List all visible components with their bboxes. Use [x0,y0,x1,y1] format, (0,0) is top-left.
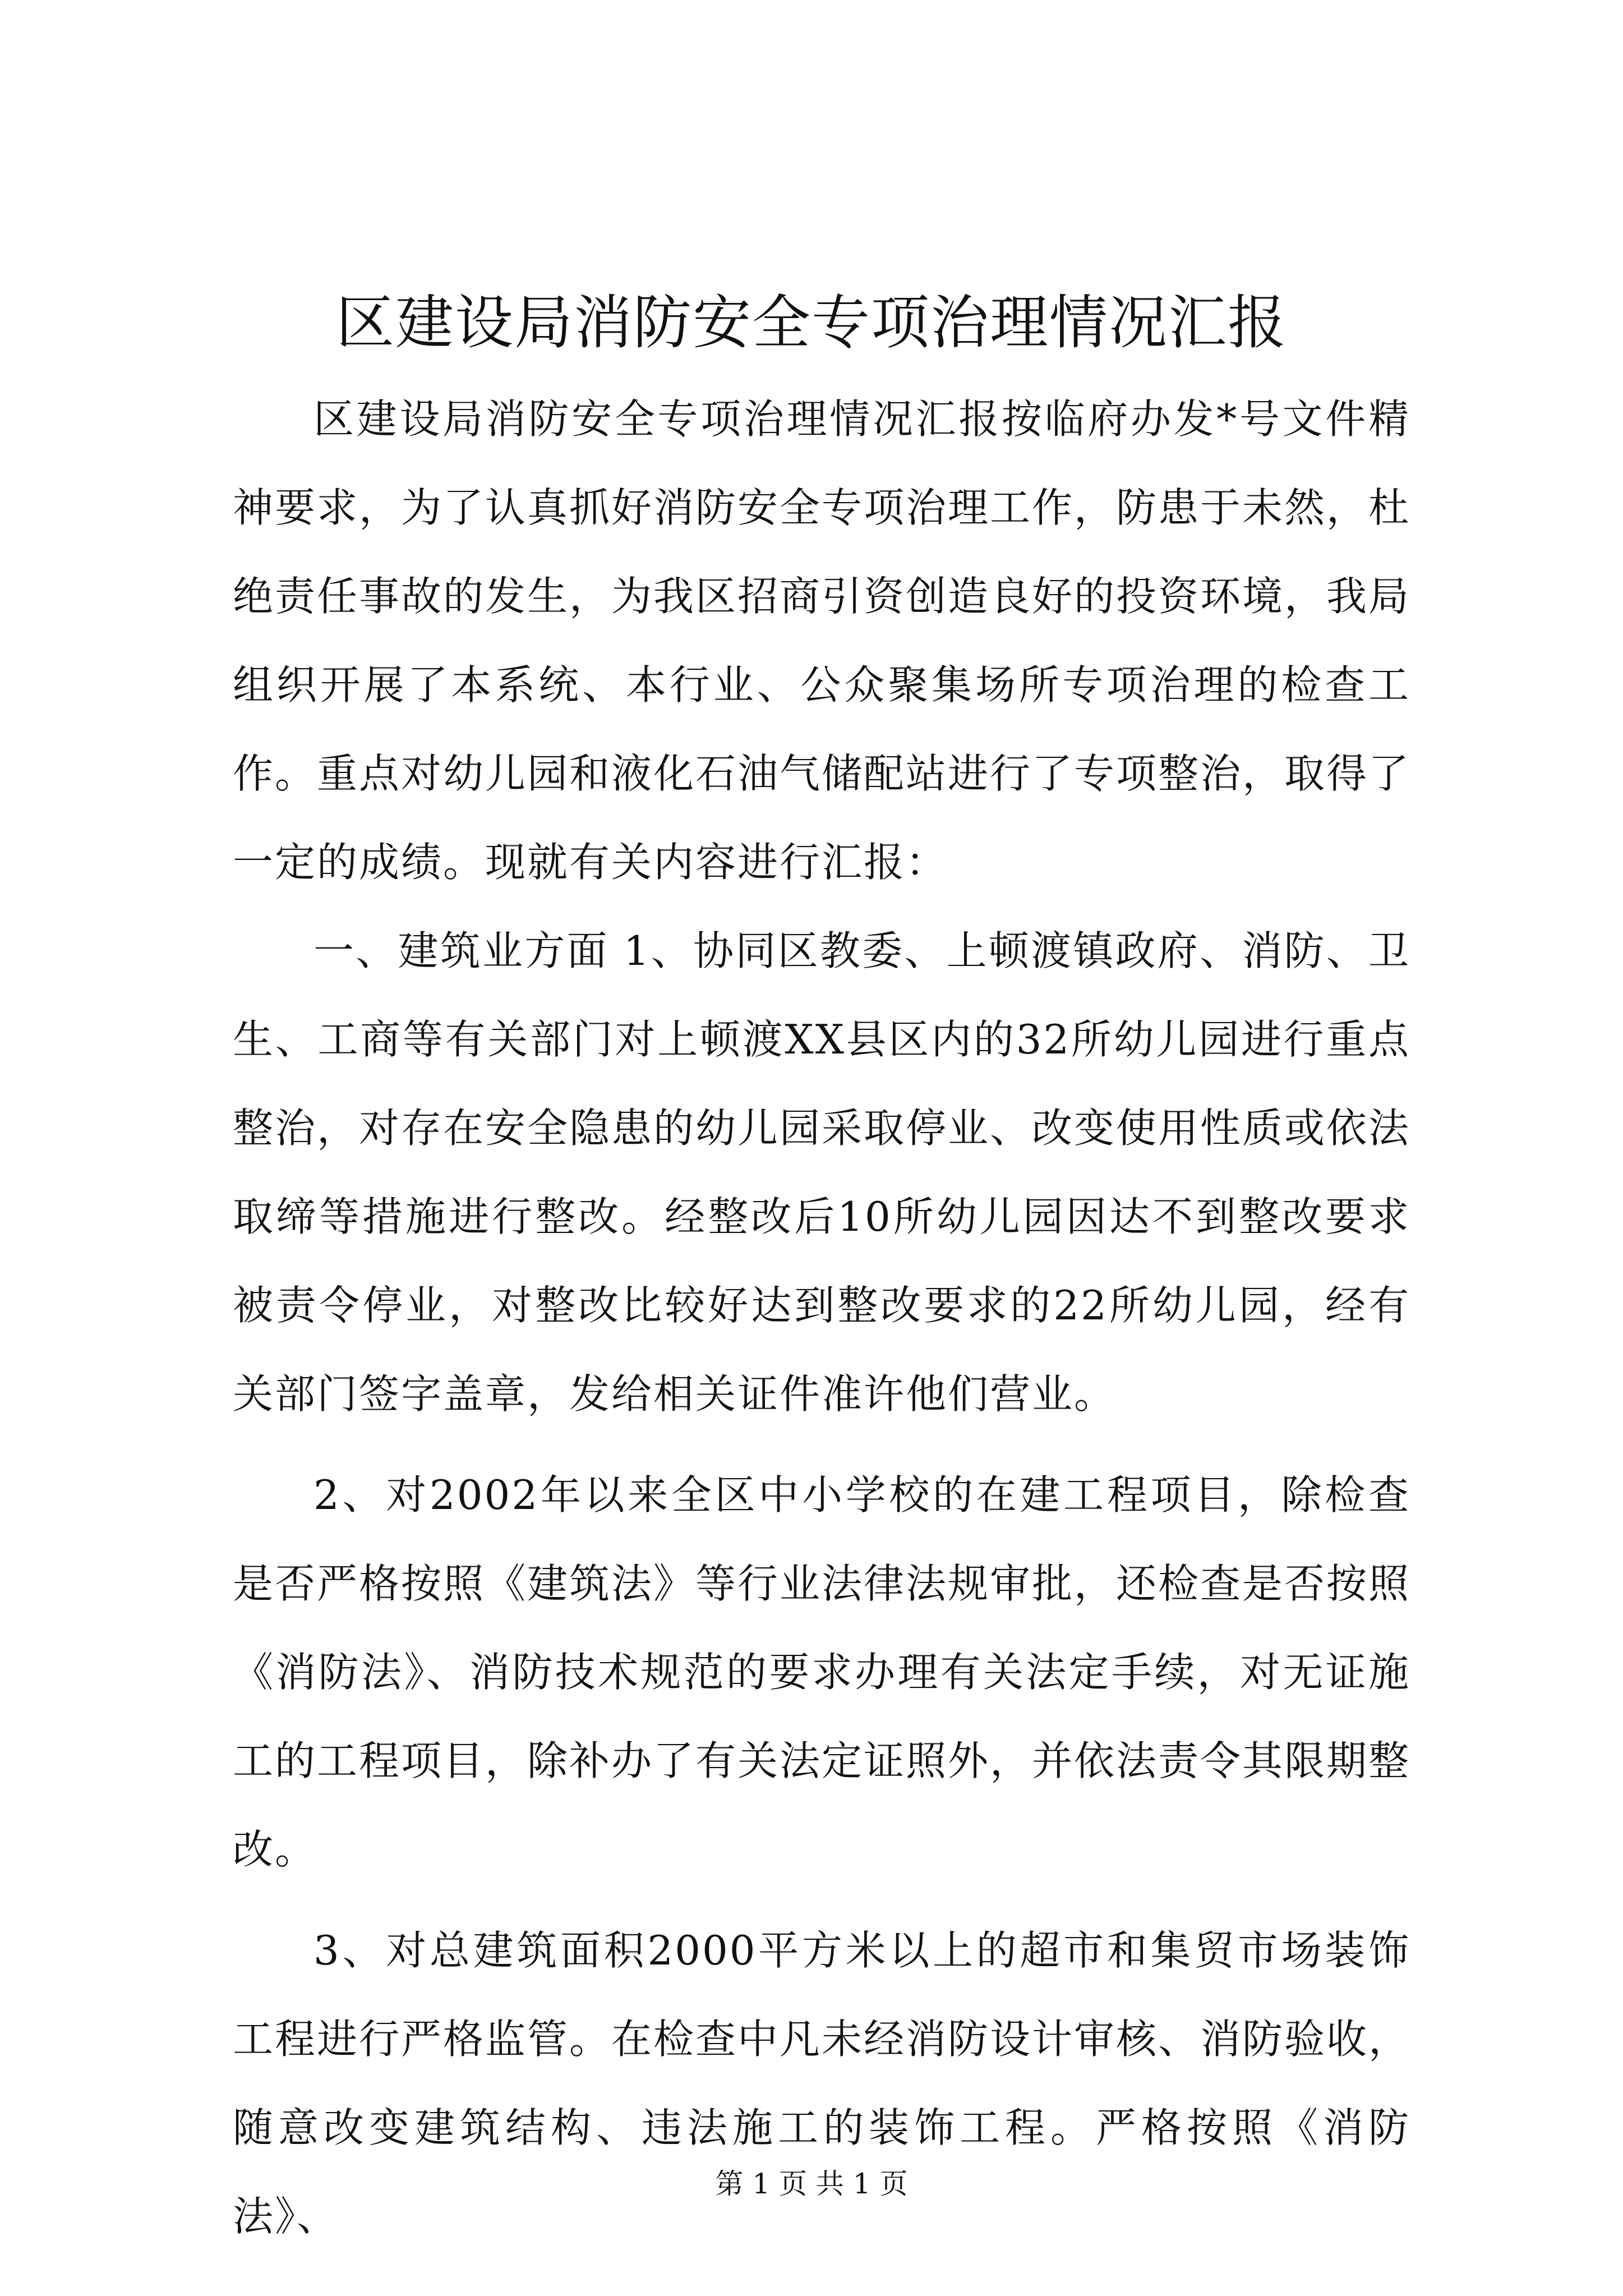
paragraph-school-projects: 2、对2002年以来全区中小学校的在建工程项目，除检查是否严格按照《建筑法》等行业法律法规审批，还检查是否按照《消防法》、消防技术规范的要求办理有关法定手续，对无证施工的工程项目，除补办了有关法定证照外，并依法责令其限期整改。 [233,1471,1411,1873]
paragraph-intro: 区建设局消防安全专项治理情况汇报按临府办发*号文件精神要求，为了认真抓好消防安全专项治理工作，防患于未然，杜绝责任事故的发生，为我区招商引资创造良好的投资环境，我局组织开展了本系统、本行业、公众聚集场所专项治理的检查工作。重点对幼儿园和液化石油气储配站进行了专项整治，取得了一定的成绩。现就有关内容进行汇报： [233,395,1411,886]
paragraph-supermarket-decoration: 3、对总建筑面积2000平方米以上的超市和集贸市场装饰工程进行严格监管。在检查中凡未经消防设计审核、消防验收，随意改变建筑结构、违法施工的装饰工程。严格按照《消防法》、 [233,1927,1411,2240]
document-title: 区建设局消防安全专项治理情况汇报 [335,288,1287,357]
page-footer: 第 1 页 共 1 页 [715,2168,908,2200]
document-body [233,375,1410,2261]
paragraph-construction-industry: 一、建筑业方面 1、协同区教委、上顿渡镇政府、消防、卫生、工商等有关部门对上顿渡XX县区内的32所幼儿园进行重点整治，对存在安全隐患的幼儿园采取停业、改变使用性质或依法取缔等措施进行整改。经整改后10所幼儿园因达不到整改要求被责令停业，对整改比较好达到整改要求的22所幼儿园，经有关部门签字盖章，发给相关证件准许他们营业。 [233,927,1411,1418]
